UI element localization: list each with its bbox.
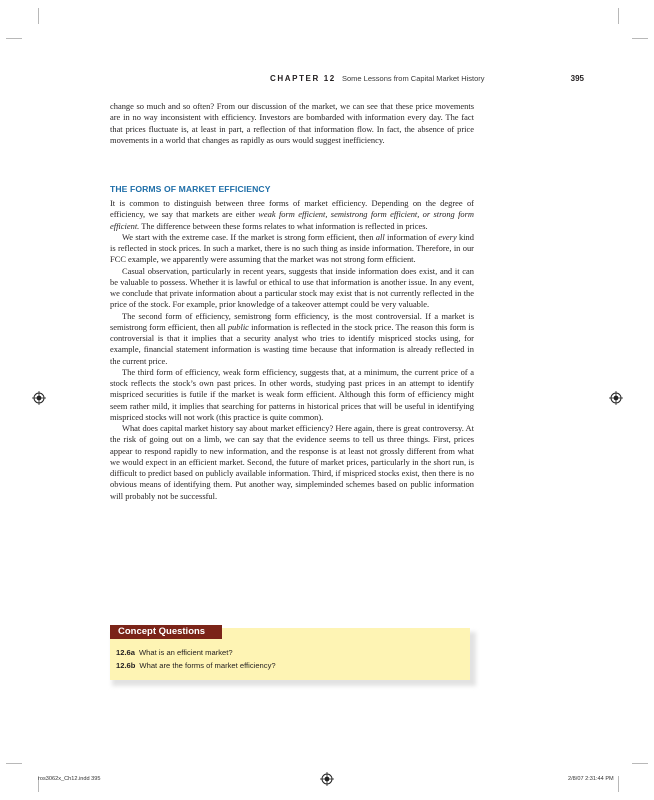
crop-mark bbox=[6, 38, 22, 39]
paragraph-5: The third form of efficiency, weak form efficiency, suggests that, at a minimum, the current price of a stock reflects the stock’s own past prices. In other words, studying past prices in an attempt to identify mispriced securities is futile if the market is weak form efficient. Although this form of efficiency might seem rather mild, it implies that searching for patterns in historical prices that will be useful in identifying mispriced stocks will not work (this practice is quite common). bbox=[110, 366, 474, 422]
emphasis: public bbox=[227, 321, 249, 332]
section-body bbox=[110, 198, 474, 502]
crop-mark bbox=[6, 763, 22, 764]
emphasis: weak form efficient, semistrong form efficient, or strong form efficient. bbox=[110, 209, 475, 231]
question-text: What is an efficient market? bbox=[139, 648, 233, 657]
chapter-title: Some Lessons from Capital Market History bbox=[342, 74, 485, 83]
registration-mark-icon bbox=[609, 391, 623, 405]
registration-mark-icon bbox=[32, 391, 46, 405]
crop-mark bbox=[618, 776, 619, 792]
running-header bbox=[110, 72, 584, 86]
crop-mark bbox=[632, 763, 648, 764]
crop-mark bbox=[632, 38, 648, 39]
footer-timestamp: 2/8/07 2:31:44 PM bbox=[568, 776, 614, 782]
concept-question-item bbox=[116, 661, 276, 670]
registration-mark-icon bbox=[320, 772, 334, 786]
question-number: 12.6a bbox=[116, 648, 136, 657]
question-text: What are the forms of market efficiency? bbox=[139, 661, 276, 670]
chapter-label: CHAPTER 12 bbox=[270, 74, 336, 83]
page-number: 395 bbox=[570, 74, 584, 83]
concept-question-item bbox=[116, 648, 233, 657]
crop-mark bbox=[38, 8, 39, 24]
footer-file-slug: ros3062x_Ch12.indd 395 bbox=[38, 776, 101, 782]
emphasis: every bbox=[438, 231, 457, 242]
paragraph-4: The second form of efficiency, semistrong form efficiency, is the most controversial. If a market is semistrong form efficient, then all public information is reflected in the stock price. The reason this form is controversial is that it implies that a security analyst who tries to identify mispriced stocks using, for example, financial statement information is wasting time because that information is already reflected in the current price. bbox=[110, 310, 474, 366]
crop-mark bbox=[618, 8, 619, 24]
intro-paragraph bbox=[110, 101, 474, 146]
intro-text: change so much and so often? From our discussion of the market, we can see that these price movements are in no way inconsistent with efficiency. Investors are bombarded with information every day. The fact that prices fluctuate is, at least in part, a reflection of that information flow. In fact, the absence of price movements in a world that changes as rapidly as ours would suggest inefficiency. bbox=[110, 101, 474, 145]
paragraph-3: Casual observation, particularly in recent years, suggests that inside information does exist, and it can be valuable to possess. Whether it is lawful or ethical to use that information is another issue. In any event, we conclude that private information about a particular stock may exist that is not currently reflected in the price of the stock. For example, prior knowledge of a takeover attempt could be very valuable. bbox=[110, 265, 474, 310]
section-heading: THE FORMS OF MARKET EFFICIENCY bbox=[110, 184, 271, 194]
paragraph-1: It is common to distinguish between three forms of market efficiency. Depending on the degree of efficiency, we say that markets are either weak form efficient, semistrong form efficient, or strong form efficient. The difference between these forms relates to what information is reflected in prices. bbox=[110, 198, 475, 231]
concept-questions-title: Concept Questions bbox=[110, 625, 222, 639]
emphasis: all bbox=[375, 231, 385, 242]
question-number: 12.6b bbox=[116, 661, 136, 670]
paragraph-6: What does capital market history say about market efficiency? Here again, there is great controversy. At the risk of going out on a limb, we can say that the evidence seems to tell us three things. First, prices appear to respond rapidly to new information, and the response is at least not grossly different from what we would expect in an efficient market. Second, the future of market prices, particularly in the short run, is difficult to predict based on publicly available information. Third, if mispriced stocks exist, then there is no obvious means of identifying them. Put another way, simpleminded schemes based on public information will probably not be successful. bbox=[110, 423, 474, 501]
paragraph-2: We start with the extreme case. If the market is strong form efficient, then all information of every kind is reflected in stock prices. In such a market, there is no such thing as inside information. Therefore, in our FCC example, we apparently were assuming that the market was not strong form efficient. bbox=[110, 231, 474, 265]
